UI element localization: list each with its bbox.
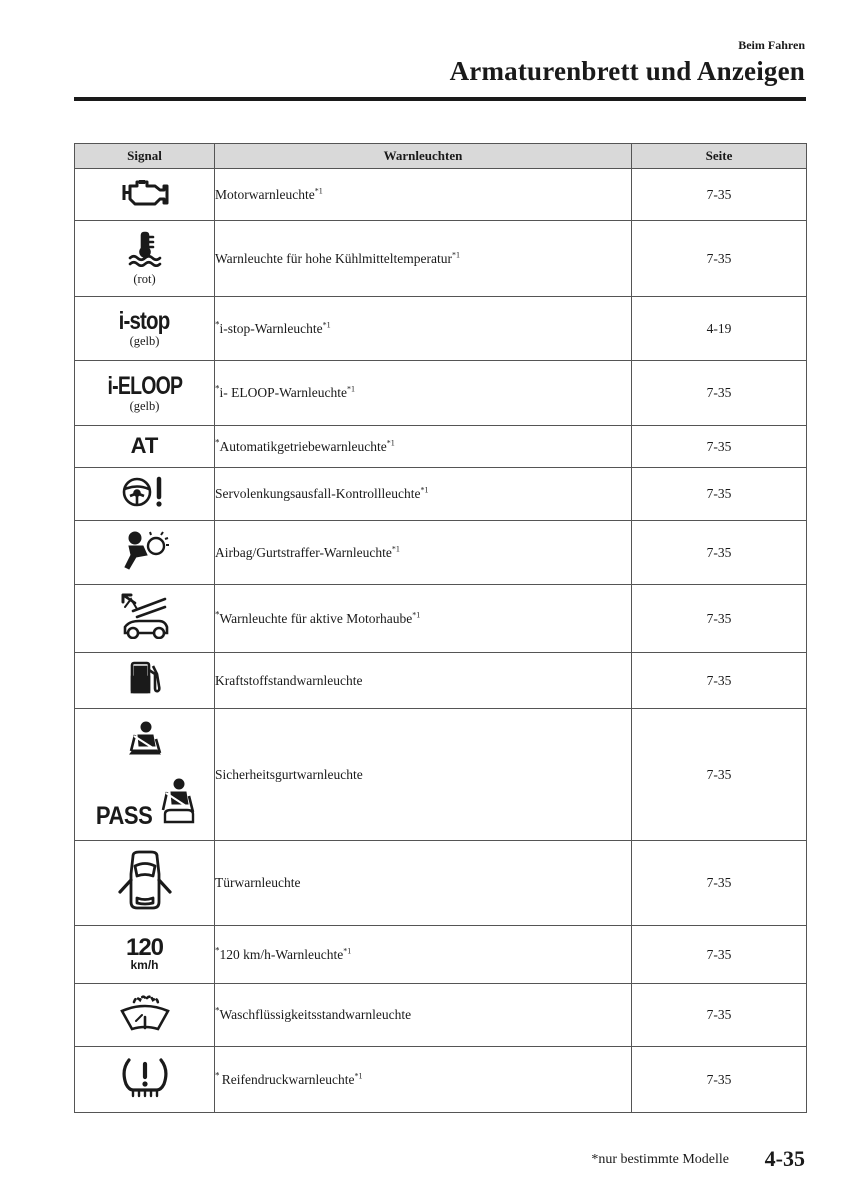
page-reference: 7-35 [632, 521, 807, 585]
warning-light-name: * Reifendruckwarnleuchte$^{*1}$ [215, 1047, 632, 1113]
table-row [75, 1047, 807, 1113]
signal-cell [75, 841, 215, 926]
page-reference: 7-35 [632, 841, 807, 926]
warning-light-name: Sicherheitsgurtwarnleuchte [215, 709, 632, 841]
table-row [75, 984, 807, 1047]
tire-pressure-icon [119, 1056, 171, 1103]
warning-light-name: *i-stop-Warnleuchte$^{*1}$ [215, 297, 632, 361]
warning-light-name: Airbag/Gurtstraffer-Warnleuchte$^{*1}$ [215, 521, 632, 585]
signal-cell [75, 709, 215, 841]
warning-light-name: *Waschflüssigkeitsstandwarnleuchte [215, 984, 632, 1047]
page-reference: 7-35 [632, 361, 807, 426]
signal-cell [75, 361, 215, 426]
page-reference: 7-35 [632, 653, 807, 709]
steering-wheel-warning-icon [121, 475, 169, 514]
door-open-icon [115, 850, 175, 917]
active-bonnet-icon [119, 593, 171, 644]
page-reference: 4-19 [632, 297, 807, 361]
speed-value: 120 [125, 933, 164, 961]
signal-cell [75, 426, 215, 468]
color-note: (rot) [133, 272, 156, 286]
signal-cell [75, 521, 215, 585]
column-header-warning-lights: Warnleuchten [215, 144, 632, 169]
page-reference: 7-35 [632, 169, 807, 221]
table-row [75, 221, 807, 297]
color-note: (gelb) [129, 398, 160, 413]
signal-cell [75, 926, 215, 984]
warning-light-name: Motorwarnleuchte$^{*1}$ [215, 169, 632, 221]
signal-cell [75, 468, 215, 521]
airbag-icon [121, 529, 169, 576]
warning-light-name: *i- ELOOP-Warnleuchte$^{*1}$ [215, 361, 632, 426]
table-row [75, 653, 807, 709]
page-reference: 7-35 [632, 585, 807, 653]
page-reference: 7-35 [632, 709, 807, 841]
signal-cell [75, 1047, 215, 1113]
washer-fluid-icon [118, 993, 172, 1038]
page-reference: 7-35 [632, 1047, 807, 1113]
speed-120-icon [125, 933, 164, 972]
passenger-seatbelt-icon [157, 776, 197, 829]
table-row [75, 468, 807, 521]
warning-light-name: Kraftstoffstandwarnleuchte [215, 653, 632, 709]
footnote: *nur bestimmte Modelle [591, 1152, 729, 1167]
signal-cell [75, 653, 215, 709]
i-stop-icon: i-stop [119, 307, 170, 335]
table-row [75, 926, 807, 984]
warning-light-name: *Warnleuchte für aktive Motorhaube$^{*1}$ [215, 585, 632, 653]
page-reference: 7-35 [632, 984, 807, 1047]
engine-icon [117, 175, 173, 214]
table-row [75, 361, 807, 426]
coolant-temperature-icon [125, 231, 165, 272]
fuel-pump-icon [127, 660, 163, 701]
table-row [75, 169, 807, 221]
signal-cell [75, 169, 215, 221]
signal-cell [75, 221, 215, 297]
signal-cell [75, 984, 215, 1047]
column-header-page: Seite [632, 144, 807, 169]
warning-light-name: *120 km/h-Warnleuchte$^{*1}$ [215, 926, 632, 984]
color-note: (gelb) [129, 334, 160, 348]
i-eloop-icon: i-ELOOP [107, 371, 182, 400]
table-row [75, 426, 807, 468]
pass-label: PASS [96, 801, 153, 830]
page-title: Armaturenbrett und Anzeigen [449, 56, 805, 86]
table-row [75, 585, 807, 653]
page-reference: 7-35 [632, 926, 807, 984]
warning-light-name: Servolenkungsausfall-Kontrollleuchte$^{*1}$ [215, 468, 632, 521]
section-label: Beim Fahren [738, 38, 805, 52]
signal-cell [75, 585, 215, 653]
table-row [75, 709, 807, 841]
warning-light-name: Türwarnleuchte [215, 841, 632, 926]
table-header-row [75, 144, 807, 169]
page-reference: 7-35 [632, 426, 807, 468]
page-reference: 7-35 [632, 468, 807, 521]
table-row [75, 841, 807, 926]
seatbelt-icon [125, 721, 165, 764]
page-reference: 7-35 [632, 221, 807, 297]
signal-cell [75, 297, 215, 361]
column-header-signal: Signal [75, 144, 215, 169]
at-icon: AT [130, 433, 159, 458]
table-row [75, 297, 807, 361]
warning-light-name: *Automatikgetriebewarnleuchte$^{*1}$ [215, 426, 632, 468]
warning-light-name: Warnleuchte für hohe Kühlmitteltemperatur$^{*1}$ [215, 221, 632, 297]
speed-unit: km/h [130, 957, 159, 972]
title-rule [74, 97, 806, 101]
page-number: 4-35 [764, 1146, 805, 1171]
warning-lights-table [74, 143, 807, 1113]
table-row [75, 521, 807, 585]
